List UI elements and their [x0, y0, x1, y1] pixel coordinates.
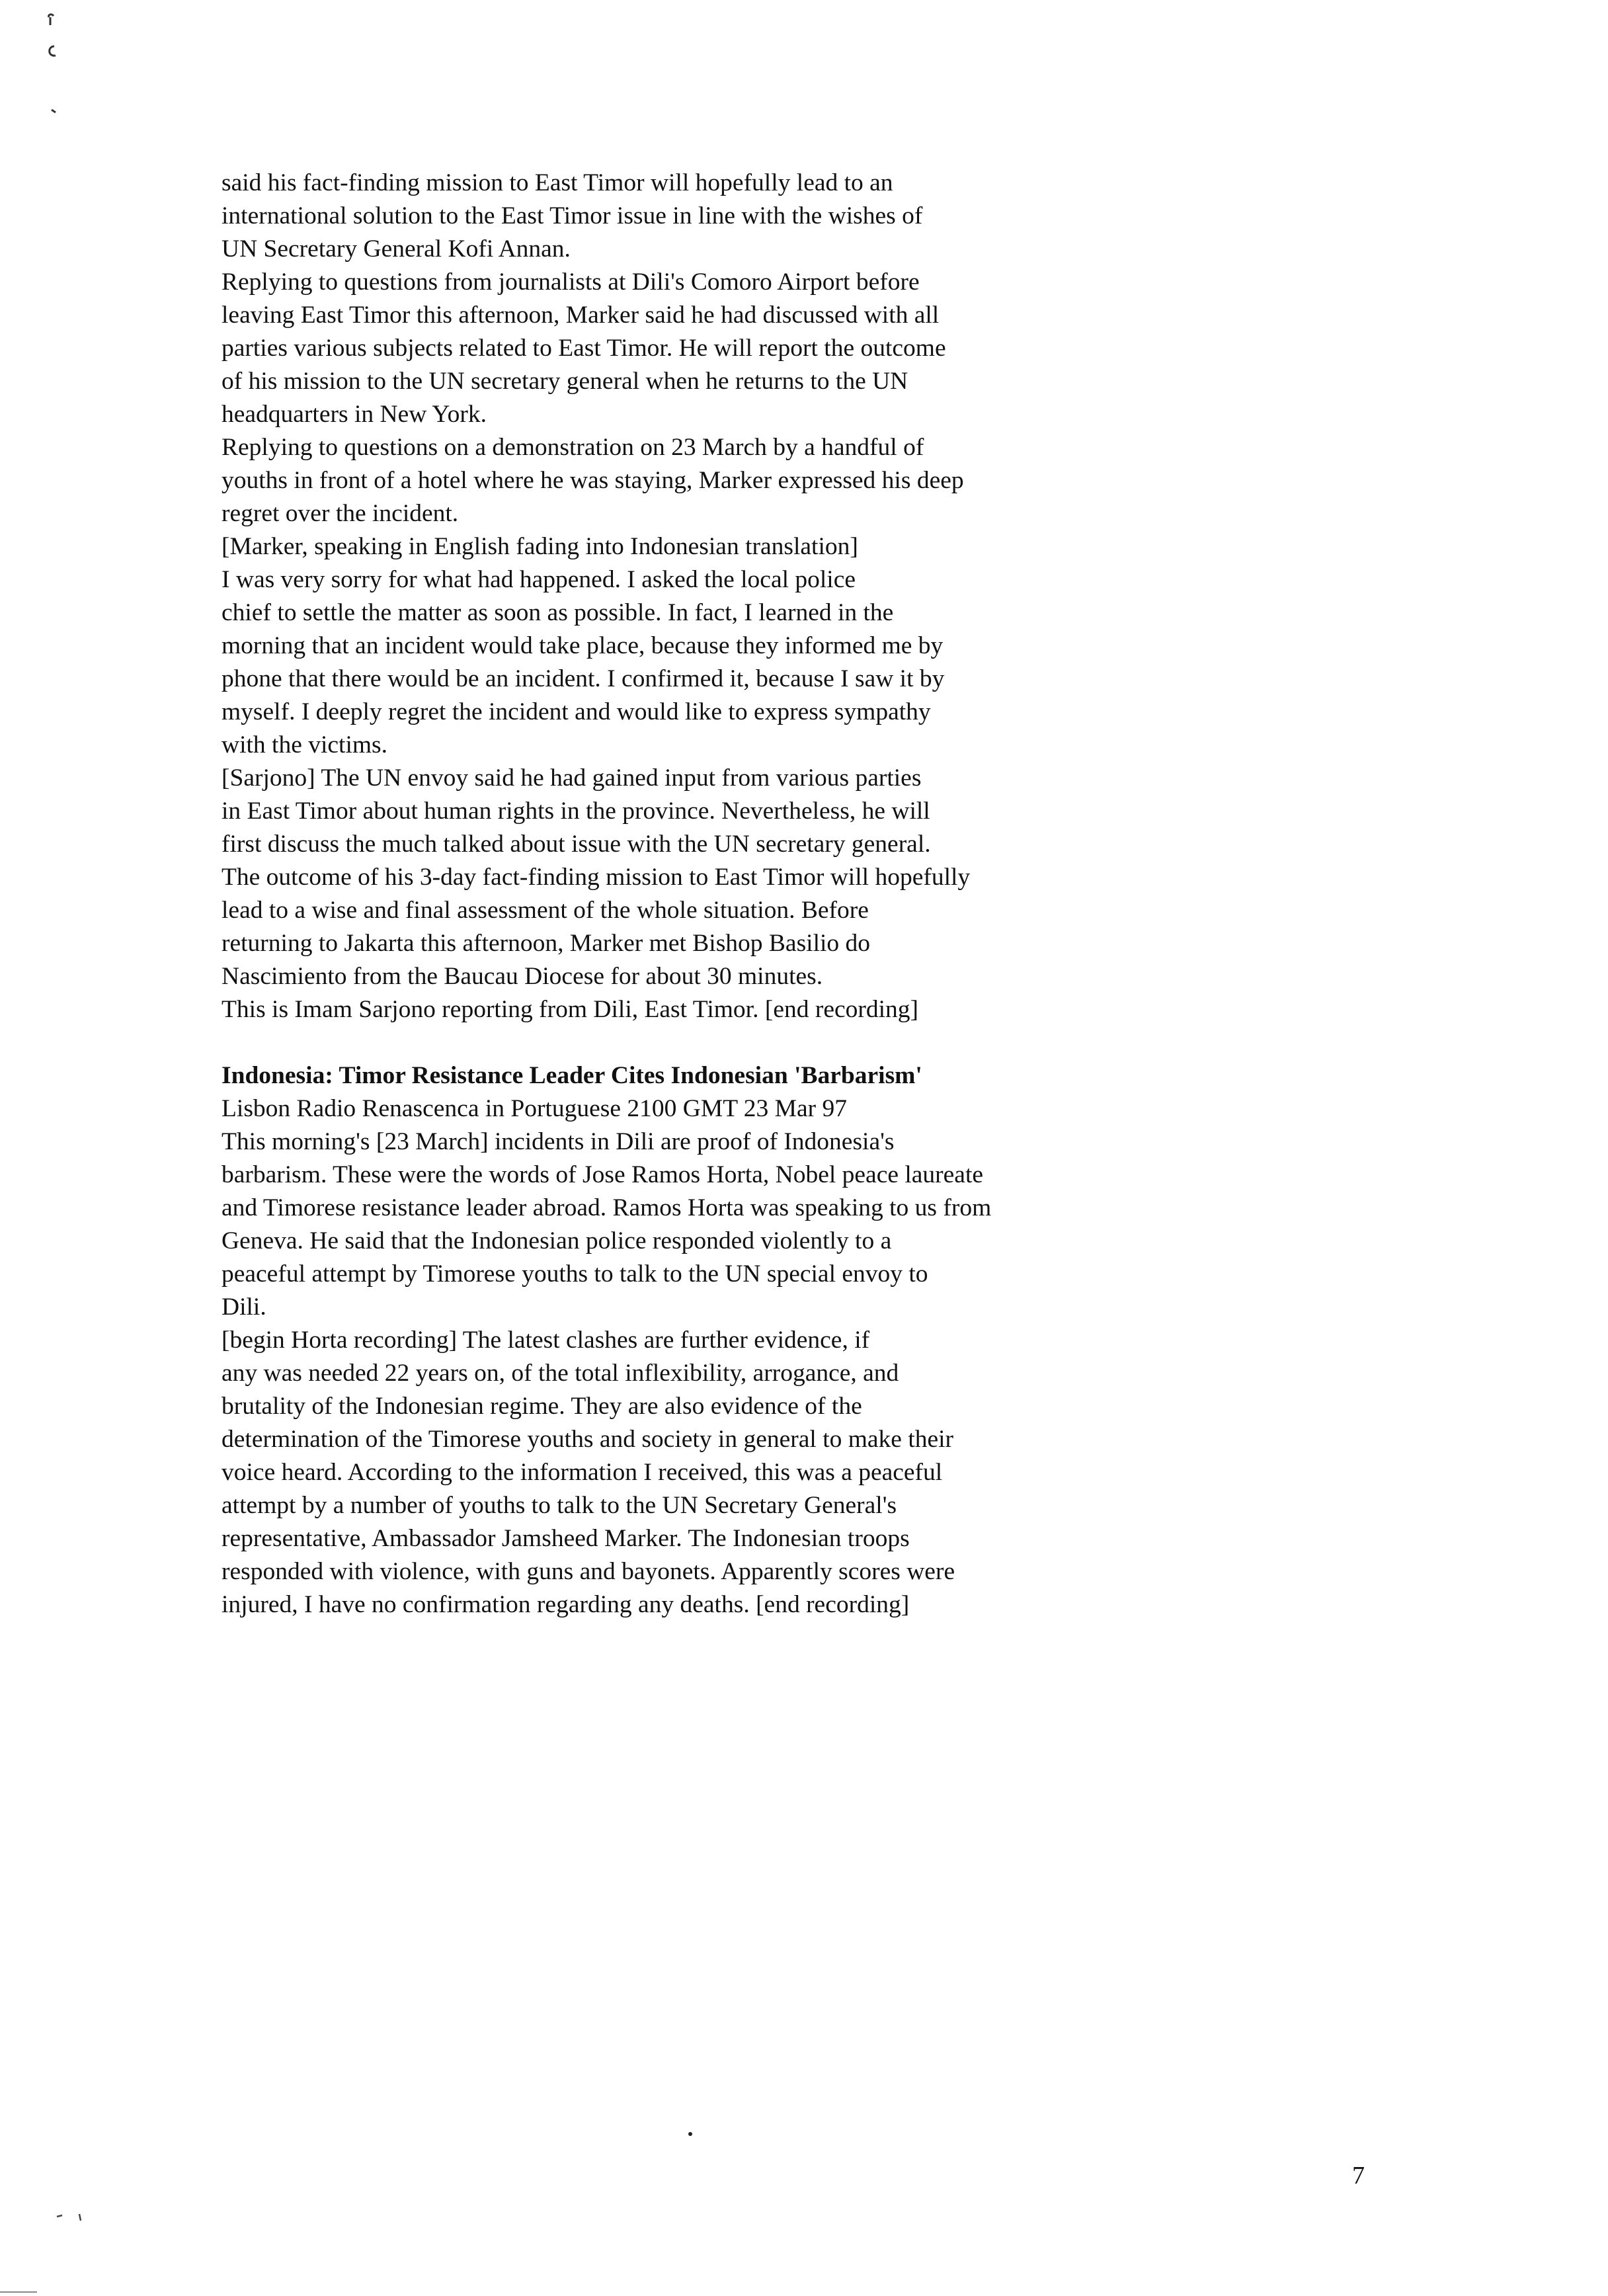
text-line: lead to a wise and final assessment of the whole situation. Before	[221, 897, 869, 924]
text-line: representative, Ambassador Jamsheed Marker. The Indonesian troops	[221, 1525, 910, 1552]
text-line: peaceful attempt by Timorese youths to talk to the UN special envoy to	[221, 1260, 928, 1288]
text-line: brutality of the Indonesian regime. They are also evidence of the	[221, 1393, 862, 1420]
text-line: parties various subjects related to East Timor. He will report the outcome	[221, 335, 946, 362]
page-number: 7	[1352, 2162, 1365, 2190]
article-headline: Indonesia: Timor Resistance Leader Cites Indonesian 'Barbarism'	[221, 1062, 922, 1089]
text-line: chief to settle the matter as soon as possible. In fact, I learned in the	[221, 599, 894, 626]
text-line: leaving East Timor this afternoon, Marker said he had discussed with all	[221, 302, 940, 329]
scan-mark-top-left	[49, 15, 56, 112]
text-line: regret over the incident.	[221, 500, 459, 527]
text-line: [Sarjono] The UN envoy said he had gained input from various parties	[221, 764, 922, 792]
document-body	[221, 167, 1134, 1621]
text-line: [Marker, speaking in English fading into Indonesian translation]	[221, 533, 858, 560]
text-line: morning that an incident would take place, because they informed me by	[221, 632, 944, 659]
text-line: responded with violence, with guns and bayonets. Apparently scores were	[221, 1558, 955, 1585]
text-line: of his mission to the UN secretary general when he returns to the UN	[221, 368, 908, 395]
scan-dot-bottom	[688, 2132, 692, 2136]
text-line: youths in front of a hotel where he was staying, Marker expressed his deep	[221, 467, 964, 494]
text-line: Dili.	[221, 1293, 266, 1321]
article-continuation	[221, 167, 1134, 1026]
text-line: phone that there would be an incident. I confirmed it, because I saw it by	[221, 665, 945, 692]
text-line: in East Timor about human rights in the province. Nevertheless, he will	[221, 798, 930, 825]
text-line: [begin Horta recording] The latest clashes are further evidence, if	[221, 1327, 870, 1354]
text-line: determination of the Timorese youths and society in general to make their	[221, 1426, 954, 1453]
text-line: myself. I deeply regret the incident and would like to express sympathy	[221, 698, 931, 725]
text-line: and Timorese resistance leader abroad. Ramos Horta was speaking to us from	[221, 1194, 992, 1221]
article-timor-resistance	[221, 1059, 1134, 1621]
section-gap	[221, 1026, 1134, 1059]
text-line: Replying to questions on a demonstration on 23 March by a handful of	[221, 434, 924, 461]
text-line: first discuss the much talked about issue with the UN secretary general.	[221, 831, 931, 858]
text-line: The outcome of his 3-day fact-finding mission to East Timor will hopefully	[221, 864, 971, 891]
text-line: returning to Jakarta this afternoon, Marker met Bishop Basilio do	[221, 930, 871, 957]
text-line: This is Imam Sarjono reporting from Dili, East Timor. [end recording]	[221, 996, 919, 1023]
text-line: international solution to the East Timor issue in line with the wishes of	[221, 202, 923, 229]
article-source: Lisbon Radio Renascenca in Portuguese 2100 GMT 23 Mar 97	[221, 1095, 848, 1122]
text-line: UN Secretary General Kofi Annan.	[221, 235, 571, 263]
text-line: Replying to questions from journalists at Dili's Comoro Airport before	[221, 268, 920, 296]
text-line: any was needed 22 years on, of the total inflexibility, arrogance, and	[221, 1360, 899, 1387]
text-line: This morning's [23 March] incidents in Dili are proof of Indonesia's	[221, 1128, 895, 1155]
text-line: Nascimiento from the Baucau Diocese for about 30 minutes.	[221, 963, 823, 990]
text-line: injured, I have no confirmation regarding any deaths. [end recording]	[221, 1591, 910, 1618]
text-line: Geneva. He said that the Indonesian police responded violently to a	[221, 1227, 892, 1254]
text-line: voice heard. According to the information I received, this was a peaceful	[221, 1459, 943, 1486]
text-line: barbarism. These were the words of Jose Ramos Horta, Nobel peace laureate	[221, 1161, 984, 1188]
text-line: with the victims.	[221, 731, 388, 758]
text-line: attempt by a number of youths to talk to the UN Secretary General's	[221, 1492, 897, 1519]
text-line: headquarters in New York.	[221, 401, 487, 428]
scan-mark-bottom-left	[57, 2214, 81, 2221]
text-line: said his fact-finding mission to East Timor will hopefully lead to an	[221, 169, 893, 196]
text-line: I was very sorry for what had happened. I asked the local police	[221, 566, 856, 593]
